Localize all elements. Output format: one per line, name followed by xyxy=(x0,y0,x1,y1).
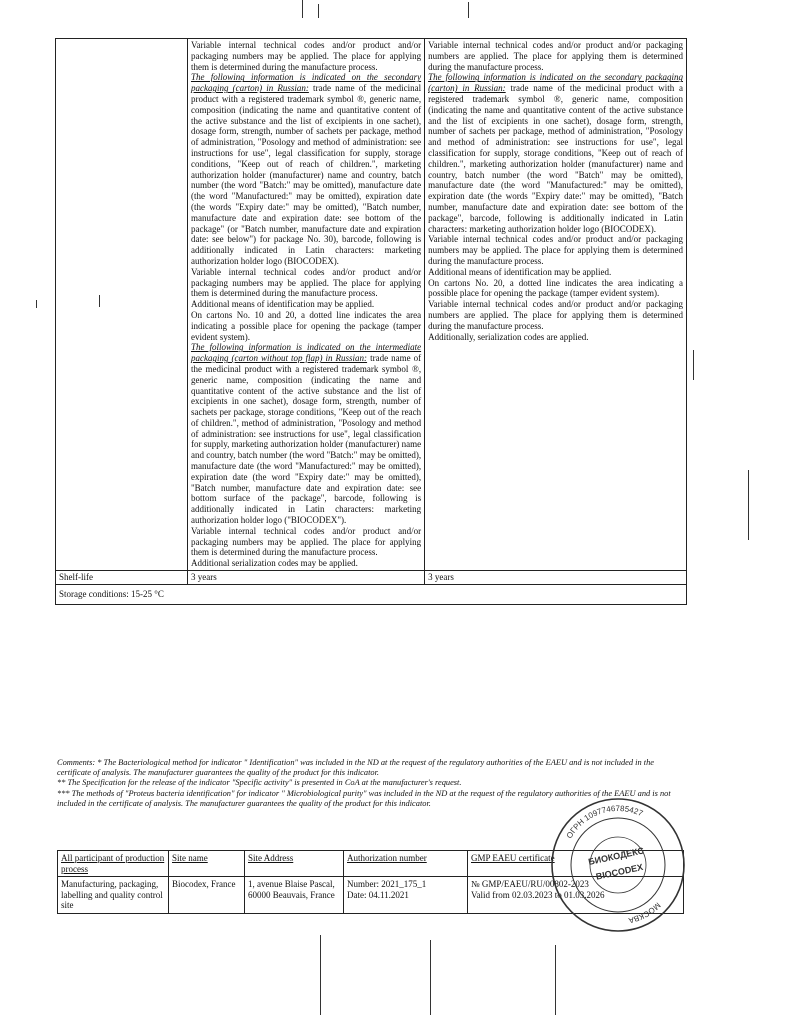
seal-center-line-1: БИОКОДЕКС xyxy=(587,845,645,867)
paragraph: Variable internal technical codes and/or product and/or packaging numbers are applied. The place for applying them is determined during the manufacture process. xyxy=(428,299,683,331)
empty-label-cell xyxy=(56,39,188,571)
paragraph: Variable internal technical codes and/or product and/or packaging numbers may be applied. The place for applying them is determined during the manufacture process. xyxy=(428,234,683,266)
site-name-cell: Biocodex, France xyxy=(169,877,245,914)
paragraph: Variable internal technical codes and/or product and/or packaging numbers may be applied. The place for applying them is determined during the manufacture process. xyxy=(190,266,422,299)
paragraph: Variable internal technical codes and/or product and/or packaging numbers may be applied. The place for applying them is determined during the manufacture process. xyxy=(190,525,422,558)
paragraph: Additional means of identification may be applied. xyxy=(190,299,375,310)
storage-conditions: Storage conditions: 15-25 °C xyxy=(56,584,687,604)
site-address-cell: 1, avenue Blaise Pascal, 60000 Beauvais, France xyxy=(245,877,344,914)
comment-2: ** The Specification for the release of the indicator "Specific activity" is presented in CoA at the manufacturer's request. xyxy=(57,778,462,788)
shelf-life-right-value: 3 years xyxy=(425,571,687,585)
scan-mark xyxy=(555,945,556,1015)
paragraph: Variable internal technical codes and/or product and/or packaging numbers may be applied. The place for applying them is determined during the manufacture process. xyxy=(190,40,422,72)
underlined-heading: The following information is indicated on the intermediate packaging (carton without top flap) in Russian: xyxy=(190,342,422,364)
paragraph: On cartons No. 20, a dotted line indicates the area indicating a possible place for opening the package (tamper evident system). xyxy=(428,277,683,299)
storage-row xyxy=(56,584,687,604)
specification-table xyxy=(55,38,687,605)
gmp-number: № GMP/EAEU/RU/00802-2023 xyxy=(471,879,589,889)
header-authorization-number: Authorization number xyxy=(344,851,468,877)
paragraph-body: trade name of the medicinal product with a registered trademark symbol ®, generic name, composition (indicating the name and quantitative content of the active substance and the list of excipients in one sachet), dosage form, strength, number of sachets per package, storage conditions, "Keep out of the reach of children.", method of administration, "Posology and method of administration: see instructions for use", legal classification for supply, marketing authorization holder (manufacturer) name and country, batch number (the word "Batch:" may be omitted), manufacture date (the word "Manufactured:" may be omitted), expiration date (the word "Expiry date:" may be omitted), "Batch number, manufacture date and expiration date: see bottom surface of the package", barcode, following is additionally indicated in Latin characters: marketing authorization holder logo ("BIOCODEX"). xyxy=(190,353,422,526)
scan-mark xyxy=(302,0,303,18)
header-site-address: Site Address xyxy=(245,851,344,877)
paragraph: On cartons No. 10 and 20, a dotted line indicates the area indicating a possible place for opening the package (tamper evident system). xyxy=(190,309,422,342)
company-seal-icon xyxy=(548,795,688,935)
participant-cell: Manufacturing, packaging, labelling and quality control site xyxy=(58,877,169,914)
scan-mark xyxy=(468,2,469,18)
header-gmp-certificate: GMP EAEU certificate xyxy=(468,851,684,877)
shelf-life-row xyxy=(56,571,687,585)
svg-text:ОГРН 1097746785427 xyxy=(565,804,645,840)
scan-mark xyxy=(430,940,431,1015)
header-participant: All participant of production process xyxy=(58,851,169,877)
underlined-heading: The following information is indicated on the secondary packaging (carton) in Russian: xyxy=(190,72,422,94)
seal-center-line-2: BIOCODEX xyxy=(594,861,644,882)
paragraph: Variable internal technical codes and/or product and/or packaging numbers are applied. The place for applying them is determined during the manufacture process. xyxy=(428,40,683,72)
seal-ring-text: ОГРН 1097746785427 xyxy=(564,803,645,841)
comment-3: *** The methods of "Proteus bacteria identification" for indicator " Microbiological purity" was included in the ND at the request of the regulatory authorities of the EAEU and is not included in the certificate of analysis. The manufacturer guarantees the quality of the product for this indicator. xyxy=(57,788,671,808)
scan-mark xyxy=(36,300,37,308)
comment-1: Comments: * The Bacteriological method for indicator " Identification" was included in the ND at the request of the regulatory authorities of the EAEU and is not included in the certificate of analysis. The manufacturer guarantees the quality of the product for this indicator. xyxy=(57,758,655,778)
left-packaging-cell xyxy=(187,39,424,571)
paragraph-body: trade name of the medicinal product with a registered trademark symbol ®, generic name, composition (indicating the name and quantitative content of the active substance and the list of excipients in one sachet), dosage form, strength, number of sachets per package, method of administration, "Posology and method of administration: see instructions for use", legal classification for supply, storage conditions, "Keep out of reach of children.", marketing authorization holder (manufacturer) name and country, batch number (the word "Batch" may be omitted), manufacture date (the word "Manufactured:" may be omitted), expiration date (the words "Expiry date:" may be omitted), "Batch number, manufacture date and expiration date: see bottom of the package", barcode, following is additionally indicated in Latin characters: marketing authorization holder logo (BIOCODEX). xyxy=(428,83,683,234)
authorization-cell xyxy=(344,877,468,914)
paragraph: Additionally, serialization codes are applied. xyxy=(428,331,589,342)
paragraph xyxy=(428,72,683,234)
authorization-number: Number: 2021_175_1 xyxy=(347,879,427,889)
shelf-life-left-value: 3 years xyxy=(187,571,424,585)
right-packaging-cell xyxy=(425,39,687,571)
shelf-life-label: Shelf-life xyxy=(56,571,188,585)
paragraph: Additional means of identification may be applied. xyxy=(428,266,612,277)
scan-mark xyxy=(320,935,321,1015)
scan-mark xyxy=(748,470,749,540)
paragraph xyxy=(191,72,421,266)
scan-mark xyxy=(318,4,319,18)
paragraph xyxy=(191,342,421,526)
seal-city-text: МОСКВА xyxy=(627,900,663,925)
authorization-date: Date: 04.11.2021 xyxy=(347,889,409,900)
scan-mark xyxy=(693,350,694,380)
underlined-heading: The following information is indicated on the secondary packaging (carton) in Russian: xyxy=(428,72,683,94)
gmp-validity: Valid from 02.03.2023 to 01.03.2026 xyxy=(471,889,605,900)
packaging-row xyxy=(56,39,687,571)
paragraph: Additional serialization codes may be applied. xyxy=(190,558,358,569)
paragraph-body: trade name of the medicinal product with a registered trademark symbol ®, generic name, composition (indicating the name and quantitative content of the active substance and the list of excipients in one sachet), dosage form, strength, number of sachets per package, method of administration, "Posology and method of administration: see instructions for use", legal classification for supply, storage conditions, "Keep out of reach of children.", marketing authorization holder (manufacturer) name and country, batch number (the word "Batch:" may be omitted), manufacture date (the word "Manufactured:" may be omitted), expiration date (the words "Expiry date:" may be omitted), "Batch number, manufacture date and expiration date: see bottom of the package" (or "Batch number, manufacture date and expiration date: see below") for package No. 30), barcode, following is additionally indicated in Latin characters: marketing authorization holder logo (BIOCODEX). xyxy=(190,83,422,266)
header-site-name: Site name xyxy=(169,851,245,877)
